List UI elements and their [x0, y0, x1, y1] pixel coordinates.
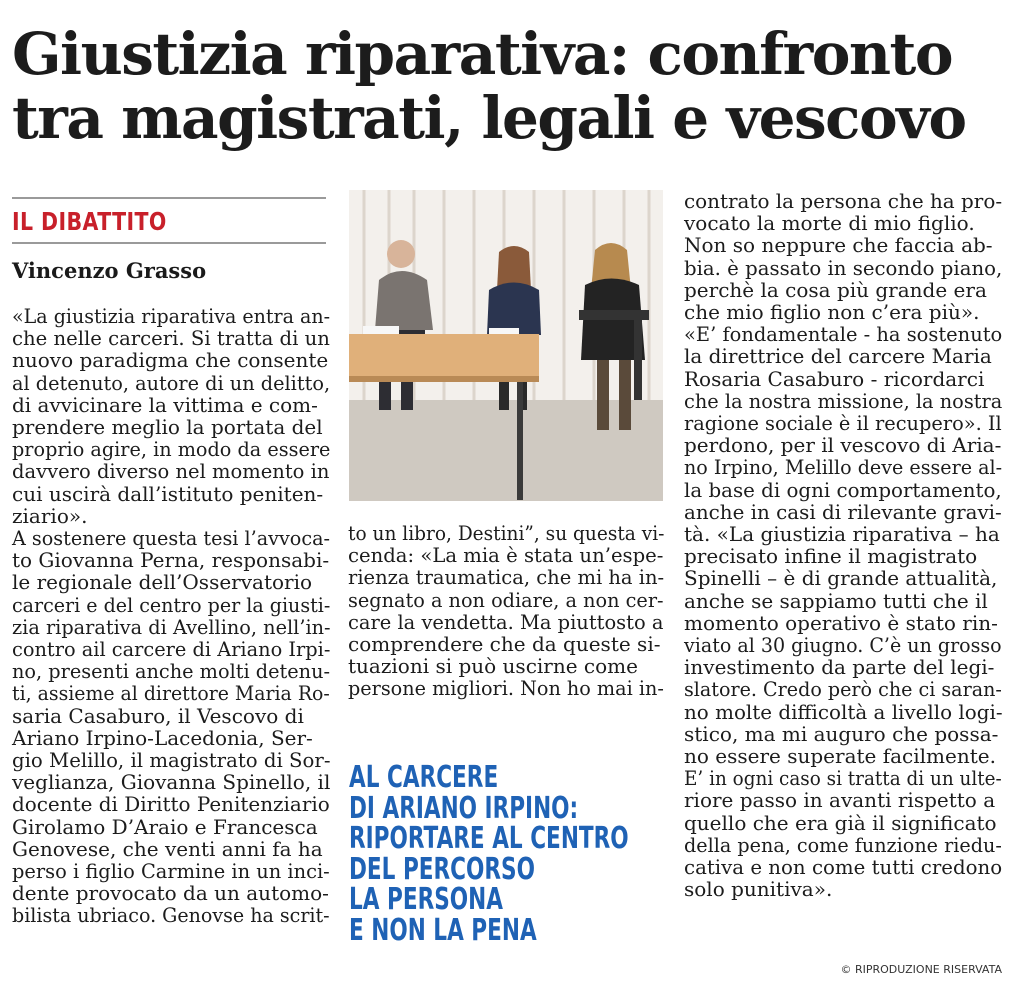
- pull-quote-line: AL CARCERE: [349, 760, 499, 795]
- text-line: ti, assieme al direttore Maria Ro-: [12, 681, 330, 706]
- text-line: tà. «La giustizia riparativa – ha: [684, 522, 1000, 547]
- pull-quote-line: LA PERSONA: [349, 882, 503, 918]
- article-column-1: [12, 305, 330, 927]
- text-line: investimento da parte del legi-: [684, 655, 995, 680]
- text-line: segnato a non odiare, a non cer-: [348, 587, 664, 612]
- text-line: riore passo in avanti rispetto a: [684, 788, 996, 813]
- text-line: no molte difficoltà a livello logi-: [684, 699, 1003, 724]
- text-line: rienza traumatica, che mi ha in-: [348, 565, 665, 590]
- text-line: carceri e del centro per la giusti-: [12, 592, 331, 617]
- article-photo: [349, 190, 663, 501]
- text-line: persone migliori. Non ho mai in-: [348, 676, 664, 701]
- text-line: nuovo paradigma che consente: [12, 348, 329, 373]
- text-line: anche se sappiamo tutti che il: [684, 588, 988, 613]
- text-line: quello che era già il significato: [684, 810, 997, 835]
- kicker-top-rule: [12, 197, 326, 199]
- text-line: dente provocato da un automo-: [12, 881, 329, 906]
- text-line: no Irpino, Melillo deve essere al-: [684, 455, 1003, 480]
- text-line: «La giustizia riparativa entra an-: [12, 304, 331, 328]
- text-line: veglianza, Giovanna Spinello, il: [12, 770, 331, 795]
- text-line: le regionale dell’Osservatorio: [12, 570, 313, 595]
- text-line: la base di ogni comportamento,: [684, 477, 1002, 502]
- copyright-notice: © RIPRODUZIONE RISERVATA: [840, 963, 1002, 976]
- text-line: solo punitiva».: [684, 877, 833, 902]
- text-line: ragione sociale è il recupero». Il: [684, 411, 1002, 436]
- text-line: saria Casaburo, il Vescovo di: [12, 703, 304, 728]
- text-line: zia riparativa di Avellino, nell’in-: [12, 614, 331, 639]
- text-line: A sostenere questa tesi l’avvoca-: [12, 526, 330, 551]
- text-line: contro ail carcere di Ariano Irpi-: [12, 637, 331, 662]
- article-column-3: [684, 190, 1002, 901]
- text-line: ziario».: [12, 503, 88, 528]
- text-line: vocato la morte di mio figlio.: [684, 211, 975, 236]
- text-line: cui uscirà dall’istituto peniten-: [12, 481, 324, 506]
- pull-quote-line: E NON LA PENA: [349, 912, 537, 948]
- pull-quote-line: DEL PERCORSO: [349, 851, 535, 887]
- text-line: della pena, come funzione riedu-: [684, 832, 1002, 857]
- text-line: to Giovanna Perna, responsabi-: [12, 548, 330, 573]
- text-line: anche in casi di rilevante gravi-: [684, 499, 1002, 524]
- text-line: tuazioni si può uscirne come: [348, 654, 638, 679]
- text-line: momento operativo è stato rin-: [684, 610, 998, 635]
- text-line: proprio agire, in modo da essere: [12, 437, 331, 462]
- text-line: prendere meglio la portata del: [12, 415, 323, 440]
- pull-quote-line: RIPORTARE AL CENTRO: [349, 821, 629, 857]
- text-line: che mio figlio non c’era più».: [684, 300, 980, 325]
- photo-of-panel-speakers-icon: [349, 190, 663, 501]
- text-line: Non so neppure che faccia ab-: [684, 233, 993, 258]
- text-line: «E’ fondamentale - ha sostenuto: [684, 322, 1003, 347]
- text-line: che nelle carceri. Si tratta di un: [12, 326, 330, 351]
- text-line: gio Melillo, il magistrato di Sor-: [12, 748, 331, 773]
- kicker-bottom-rule: [12, 242, 326, 244]
- text-line: comprendere che da queste si-: [348, 632, 661, 657]
- article-headline: [12, 22, 1012, 150]
- text-line: perchè la cosa più grande era: [684, 277, 987, 302]
- author-byline: Vincenzo Grasso: [12, 258, 207, 283]
- text-line: la direttrice del carcere Maria: [684, 344, 992, 369]
- text-line: cativa e non come tutti credono: [684, 855, 1003, 880]
- text-line: cenda: «La mia è stata un’espe-: [348, 543, 664, 568]
- text-line: Girolamo D’Araio e Francesca: [12, 814, 318, 839]
- text-line: che la nostra missione, la nostra: [684, 388, 1003, 413]
- text-line: bilista ubriaco. Genovse ha scrit-: [12, 903, 330, 928]
- text-line: stico, ma mi auguro che possa-: [684, 721, 999, 746]
- text-line: bia. è passato in secondo piano,: [684, 255, 1003, 280]
- text-line: Ariano Irpino-Lacedonia, Ser-: [12, 725, 313, 750]
- text-line: perso i figlio Carmine in un inci-: [12, 859, 330, 884]
- text-line: al detenuto, autore di un delitto,: [12, 370, 331, 395]
- text-line: Rosaria Casaburo - ricordarci: [684, 366, 985, 391]
- text-line: davvero diverso nel momento in: [12, 459, 330, 484]
- pull-quote-line: DI ARIANO IRPINO:: [349, 790, 579, 826]
- text-line: docente di Diritto Penitenziario: [12, 792, 330, 817]
- section-label: IL DIBATTITO: [12, 207, 167, 236]
- text-line: no, presenti anche molti detenu-: [12, 659, 331, 684]
- text-line: to un libro, Destini”, su questa vi-: [348, 521, 665, 545]
- pull-quote: [349, 760, 737, 948]
- text-line: precisato infine il magistrato: [684, 544, 978, 569]
- text-line: E’ in ogni caso si tratta di un ulte-: [684, 766, 1002, 791]
- article-column-2: [348, 522, 664, 700]
- text-line: Spinelli – è di grande attualità,: [684, 566, 998, 591]
- text-line: Genovese, che venti anni fa ha: [12, 836, 323, 861]
- headline-line-1: Giustizia riparativa: confronto: [12, 20, 953, 88]
- text-line: di avvicinare la vittima e com-: [12, 392, 318, 417]
- text-line: no essere superate facilmente.: [684, 744, 996, 769]
- text-line: contrato la persona che ha pro-: [684, 189, 1003, 213]
- text-line: slatore. Credo però che ci saran-: [684, 677, 1002, 702]
- text-line: care la vendetta. Ma piuttosto a: [348, 609, 664, 634]
- headline-line-2: tra magistrati, legali e vescovo: [12, 84, 966, 152]
- text-line: viato al 30 giugno. C’è un grosso: [684, 633, 1002, 658]
- text-line: perdono, per il vescovo di Aria-: [684, 433, 1002, 458]
